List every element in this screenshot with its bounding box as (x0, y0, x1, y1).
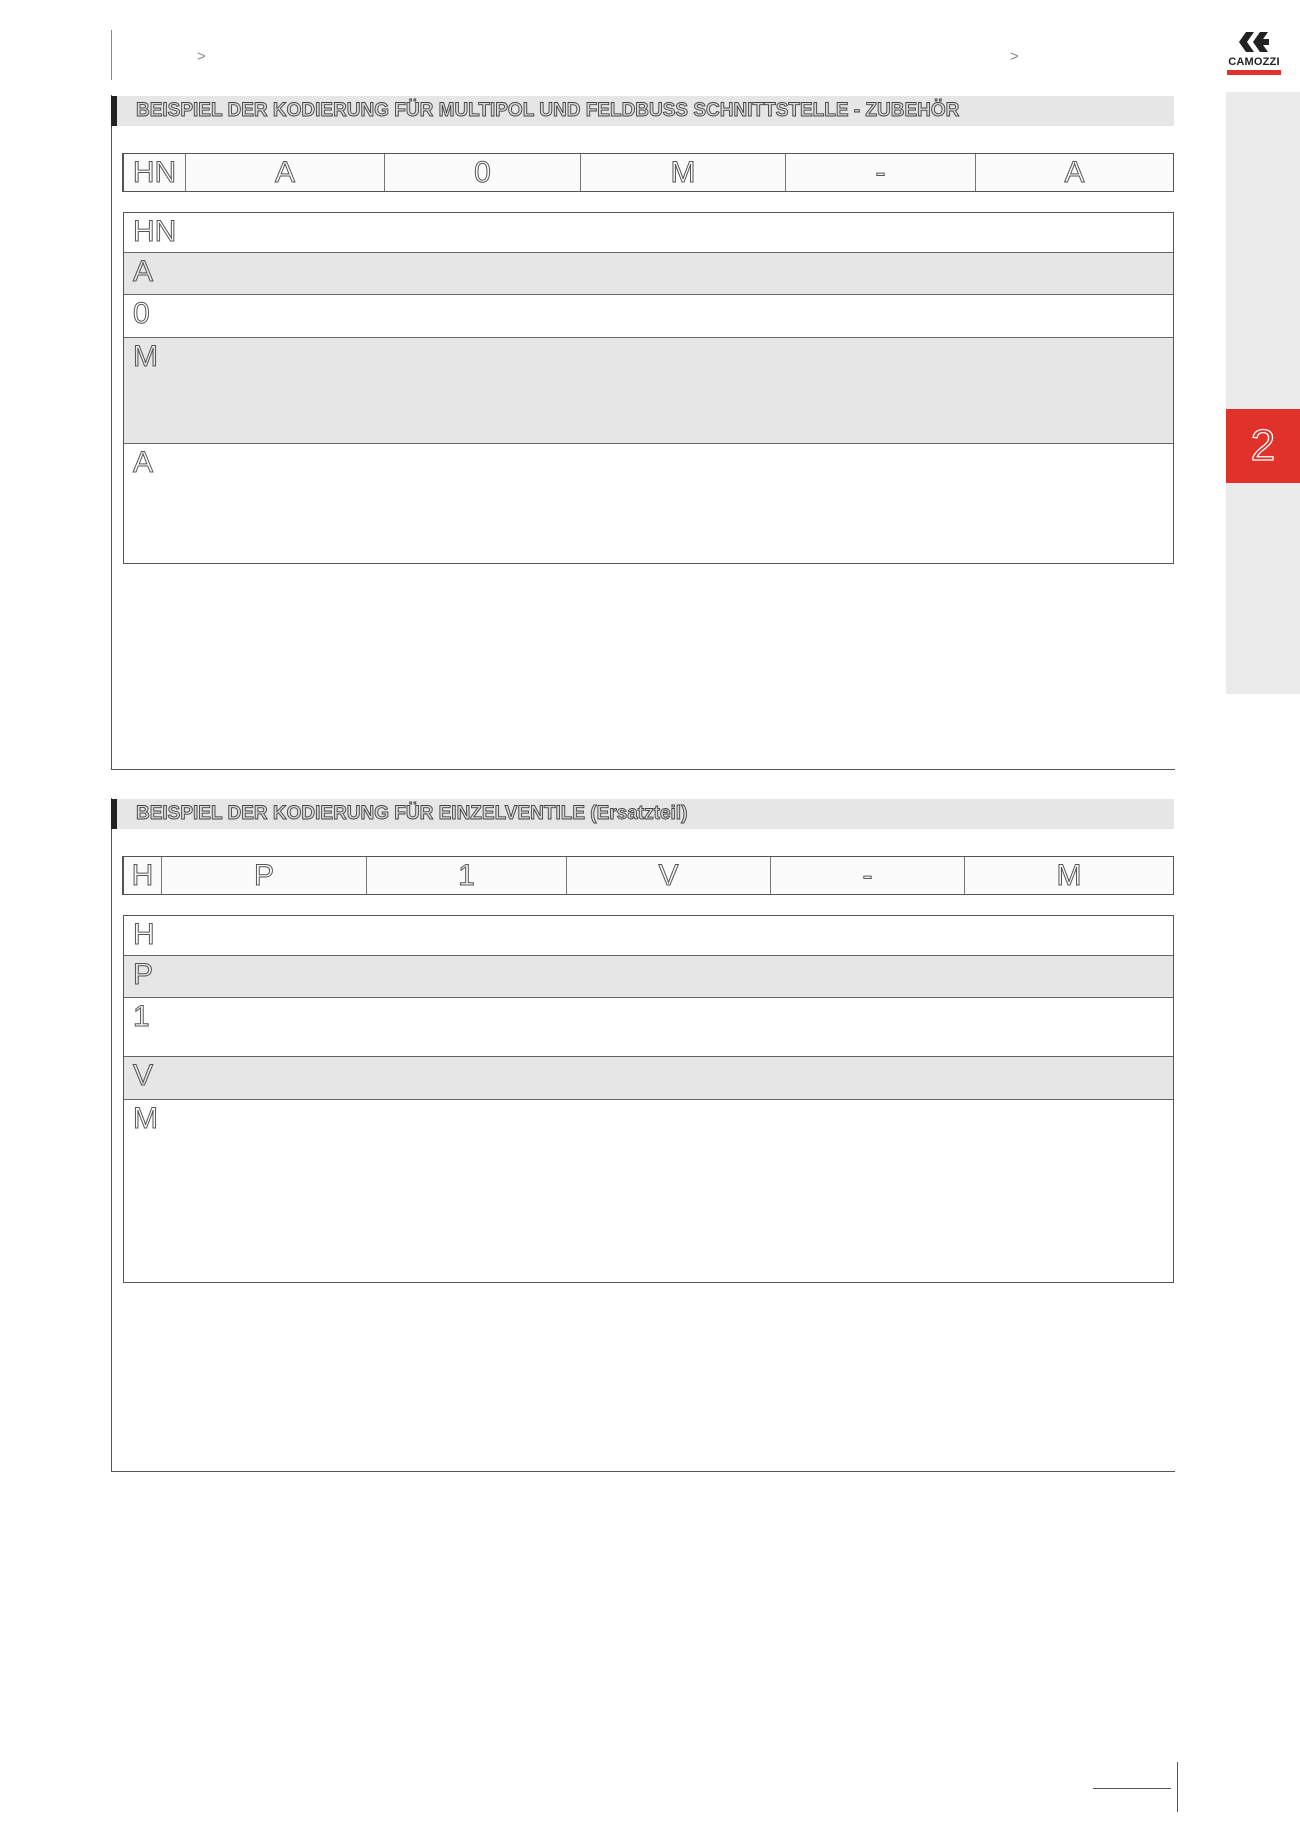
code-cell: - (771, 857, 965, 894)
legend-code: M (133, 1102, 158, 1135)
legend-code: M (133, 340, 158, 373)
logo-underline (1227, 70, 1281, 75)
code-cell: A (976, 154, 1173, 191)
code-legend-table (123, 212, 1174, 564)
header-divider (111, 30, 112, 80)
code-legend-table (123, 915, 1174, 1283)
chapter-side-tab (1226, 92, 1300, 694)
footer-line (1093, 1788, 1171, 1789)
legend-code: 1 (133, 1000, 150, 1033)
legend-row (124, 253, 1173, 295)
code-cell: M (581, 154, 786, 191)
section-title: BEISPIEL DER KODIERUNG FÜR MULTIPOL UND FELDBUSS SCHNITTSTELLE - ZUBEHÖR (136, 100, 960, 121)
logo-text: CAMOZZI (1228, 56, 1280, 68)
section-title-bar (111, 799, 1174, 829)
code-example-row (122, 153, 1174, 192)
code-cell: P (162, 857, 367, 894)
section-title-bar (111, 96, 1174, 126)
legend-code: 0 (133, 297, 150, 330)
code-cell: H (124, 857, 162, 894)
legend-row (124, 956, 1173, 998)
legend-row (124, 1057, 1173, 1100)
legend-row (124, 213, 1173, 253)
legend-row (124, 1100, 1173, 1282)
code-cell: - (786, 154, 976, 191)
code-cell: HN (124, 154, 186, 191)
legend-row (124, 998, 1173, 1057)
chapter-number: 2 (1250, 421, 1276, 470)
code-cell: M (965, 857, 1173, 894)
breadcrumb-separator: > (1010, 48, 1019, 65)
legend-row (124, 338, 1173, 444)
legend-code: A (133, 255, 154, 288)
code-cell: A (186, 154, 385, 191)
code-cell: 1 (367, 857, 567, 894)
code-cell: 0 (385, 154, 581, 191)
breadcrumb-separator: > (197, 48, 206, 65)
code-cell: V (567, 857, 771, 894)
section-title: BEISPIEL DER KODIERUNG FÜR EINZELVENTILE (Ersatzteil) (136, 803, 688, 824)
legend-code: P (133, 958, 154, 991)
legend-code: HN (133, 215, 177, 248)
legend-code: H (133, 918, 155, 951)
legend-row (124, 295, 1173, 338)
legend-row (124, 916, 1173, 956)
camozzi-logo[interactable] (1224, 28, 1284, 76)
chapter-number-tab[interactable] (1226, 409, 1300, 483)
footer-divider (1177, 1762, 1178, 1812)
legend-code: V (133, 1059, 154, 1092)
legend-row (124, 444, 1173, 563)
code-example-row (122, 856, 1174, 895)
legend-code: A (133, 446, 154, 479)
camozzi-ck-logo-icon (1224, 28, 1284, 56)
